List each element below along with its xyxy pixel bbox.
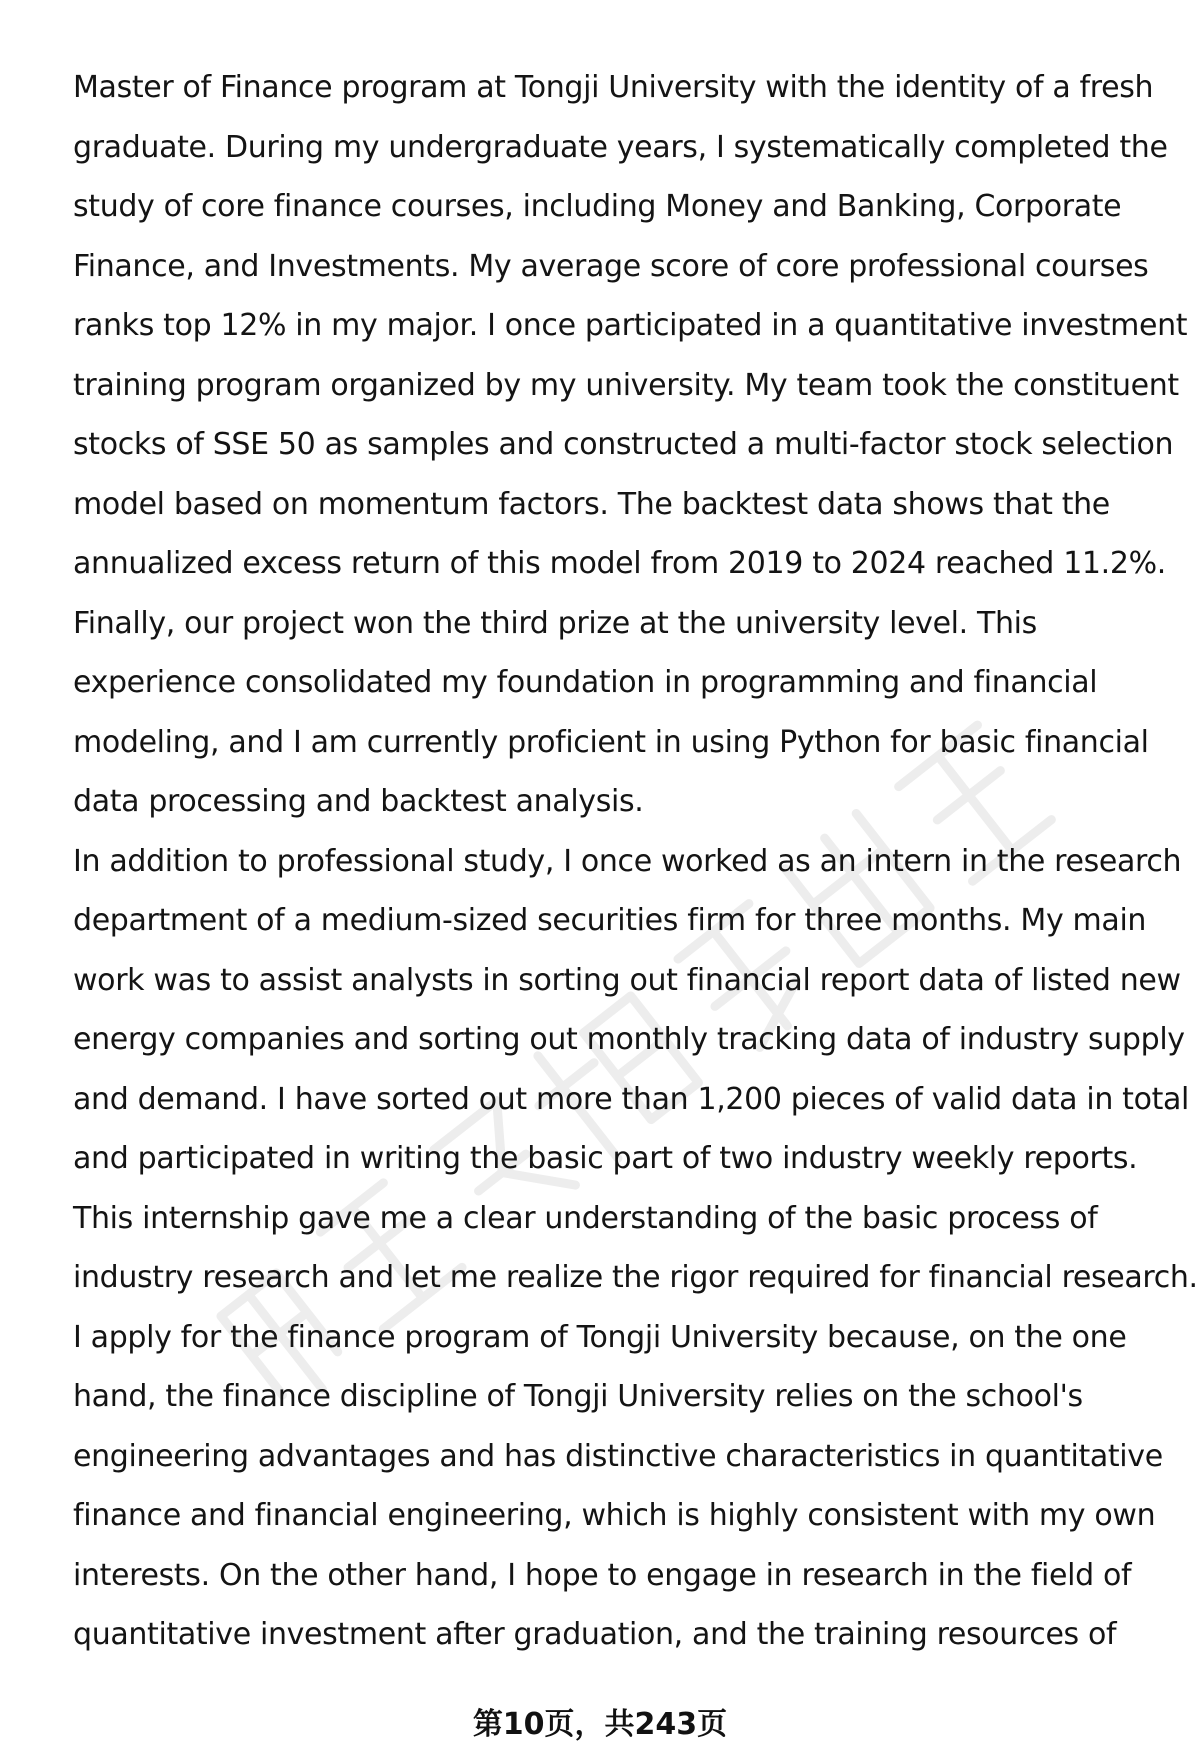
text-line: graduate. During my undergraduate years, I systematically completed the: [73, 129, 1168, 165]
text-line: finance and financial engineering, which is highly consistent with my own: [73, 1498, 1156, 1533]
text-line: model based on momentum factors. The backtest data shows that the: [73, 486, 1110, 522]
text-line: interests. On the other hand, I hope to engage in research in the field of: [73, 1557, 1132, 1593]
text-line: energy companies and sorting out monthly tracking data of industry supply: [73, 1022, 1185, 1057]
text-line: modeling, and I am currently proficient in using Python for basic financial: [73, 724, 1149, 760]
text-line: data processing and backtest analysis.: [73, 784, 644, 819]
text-line: In addition to professional study, I once worked as an intern in the research: [73, 843, 1182, 879]
text-line: and demand. I have sorted out more than 1,200 pieces of valid data in total: [73, 1081, 1190, 1117]
text-line: department of a medium-sized securities firm for three months. My main: [73, 903, 1147, 938]
text-line: hand, the finance discipline of Tongji University relies on the school's: [73, 1379, 1083, 1414]
text-line: Finally, our project won the third prize at the university level. This: [73, 605, 1037, 641]
text-line: work was to assist analysts in sorting out financial report data of listed new: [73, 962, 1181, 998]
page-number-footer: 第10页，共243页: [472, 1707, 728, 1742]
text-line: training program organized by my university. My team took the constituent: [73, 367, 1179, 403]
text-line: and participated in writing the basic part of two industry weekly reports.: [73, 1141, 1138, 1176]
document-body: [73, 58, 1198, 1665]
text-line: experience consolidated my foundation in programming and financial: [73, 665, 1098, 700]
text-line: annualized excess return of this model from 2019 to 2024 reached 11.2%.: [73, 546, 1166, 581]
text-line: This internship gave me a clear understanding of the basic process of: [73, 1200, 1098, 1236]
text-line: Finance, and Investments. My average score of core professional courses: [73, 248, 1149, 284]
text-line: quantitative investment after graduation, and the training resources of: [73, 1617, 1117, 1652]
text-line: industry research and let me realize the rigor required for financial research.: [73, 1260, 1198, 1295]
text-line: engineering advantages and has distinctive characteristics in quantitative: [73, 1438, 1163, 1474]
text-line: ranks top 12% in my major. I once participated in a quantitative investment: [73, 308, 1188, 343]
text-line: stocks of SSE 50 as samples and constructed a multi-factor stock selection: [73, 427, 1174, 462]
text-line: Master of Finance program at Tongji University with the identity of a fresh: [73, 70, 1154, 105]
text-line: I apply for the finance program of Tongji University because, on the one: [73, 1319, 1127, 1355]
text-line: study of core finance courses, including Money and Banking, Corporate: [73, 189, 1122, 224]
